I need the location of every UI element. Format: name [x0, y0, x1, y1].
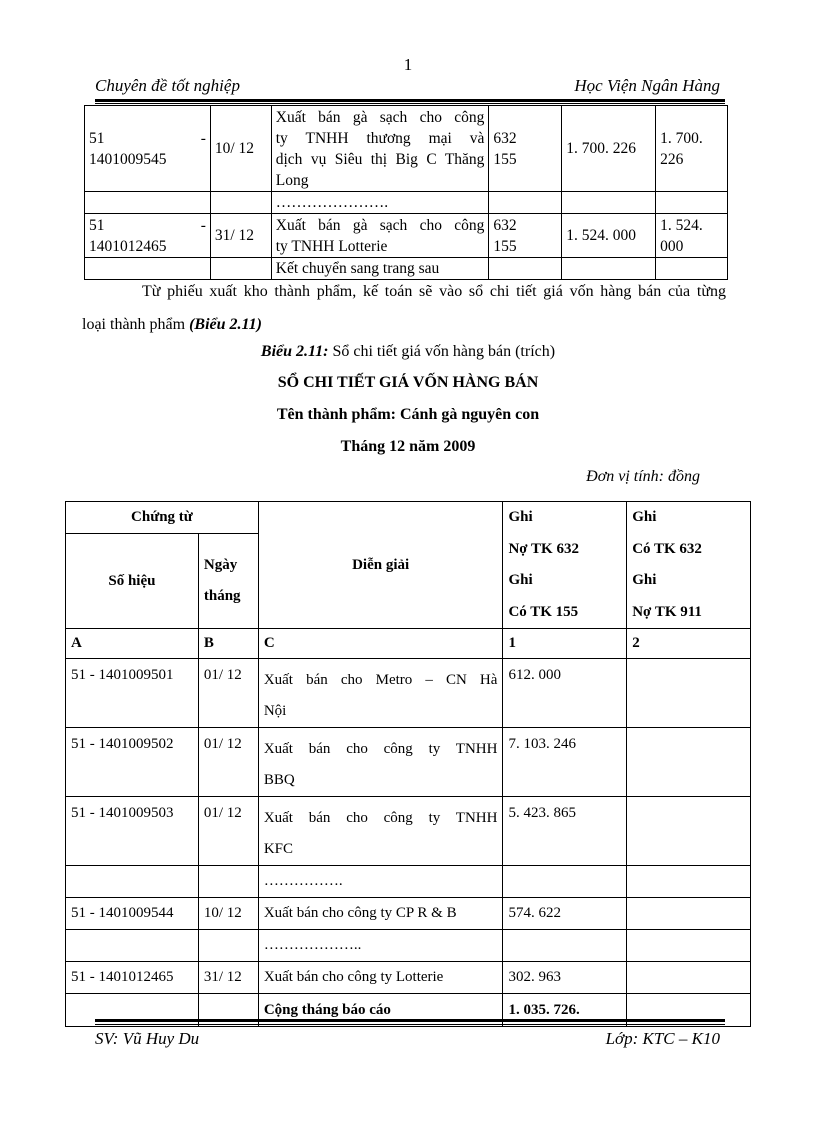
doc-date: 31/ 12: [210, 214, 271, 258]
footer-rule-thin: [95, 1024, 725, 1025]
amount-1: 1. 524. 000: [562, 214, 656, 258]
table-row: 51 - 1401009502 01/ 12 Xuất bán cho công ty TNHH BBQ 7. 103. 246: [66, 728, 751, 797]
amount-1: 1. 700. 226: [562, 106, 656, 192]
table-row: 51 - 1401009544 10/ 12 Xuất bán cho công ty CP R & B 574. 622: [66, 898, 751, 930]
description: Xuất bán gà sạch cho công ty TNHH Lotterie: [271, 214, 489, 258]
table-row: 51 - 1401009503 01/ 12 Xuất bán cho công ty TNHH KFC 5. 423. 865: [66, 797, 751, 866]
header-chung-tu: Chứng từ: [66, 502, 259, 534]
description: ………………….: [271, 192, 489, 214]
description: Xuất bán gà sạch cho công ty TNHH thương mại và dịch vụ Siêu thị Big C Thăng Long: [271, 106, 489, 192]
table-row: ………………..: [66, 930, 751, 962]
doc-number: 51 - 1401012465: [85, 214, 211, 258]
body-paragraph: Từ phiếu xuất kho thành phẩm, kế toán sẽ vào sổ chi tiết giá vốn hàng bán của từng loại thành phẩm (Biểu 2.11): [82, 283, 726, 333]
code-row: A B C 1 2: [66, 629, 751, 659]
amount-2: 1. 700. 226: [656, 106, 728, 192]
doc-date: 10/ 12: [210, 106, 271, 192]
table-row: [85, 106, 728, 192]
header-dien-giai: Diễn giải: [258, 502, 503, 629]
ledger-table: [65, 501, 751, 1027]
footer-student: SV: Vũ Huy Du: [95, 1029, 200, 1048]
header-credit-632: Ghi Có TK 632 Ghi Nợ TK 911: [627, 502, 751, 629]
page-number: 1: [403, 55, 413, 74]
table-row: [85, 192, 728, 214]
header-so-hieu: Số hiệu: [66, 534, 199, 629]
description: Kết chuyển sang trang sau: [271, 258, 489, 280]
header-ngay-thang: Ngày tháng: [198, 534, 258, 629]
ledger-title: SỔ CHI TIẾT GIÁ VỐN HÀNG BÁN: [277, 374, 539, 391]
header-row: [66, 502, 751, 534]
continued-ledger-table: [84, 105, 728, 280]
table-row: [85, 214, 728, 258]
table-row: …………….: [66, 866, 751, 898]
header-debit-632: Ghi Nợ TK 632 Ghi Có TK 155: [503, 502, 627, 629]
total-amount: 1. 035. 726.: [503, 994, 627, 1027]
account-codes: 632 155: [489, 106, 562, 192]
header-rule-thick: [95, 99, 725, 102]
total-label: Cộng tháng báo cáo: [258, 994, 503, 1027]
table-row: 51 - 1401009501 01/ 12 Xuất bán cho Metro – CN Hà Nội 612. 000: [66, 659, 751, 728]
footer-class: Lớp: KTC – K10: [605, 1029, 720, 1048]
product-name: Tên thành phẩm: Cánh gà nguyên con: [276, 406, 540, 423]
currency-unit: Đơn vị tính: đồng: [586, 468, 700, 485]
header-right: Học Viện Ngân Hàng: [574, 76, 720, 95]
period: Tháng 12 năm 2009: [340, 438, 476, 455]
amount-2: 1. 524. 000: [656, 214, 728, 258]
header-left: Chuyên đề tốt nghiệp: [95, 76, 240, 95]
account-codes: 632 155: [489, 214, 562, 258]
figure-caption: Biểu 2.11: Sổ chi tiết giá vốn hàng bán (trích): [260, 343, 556, 360]
footer-rule-thick: [95, 1019, 725, 1022]
doc-number: 51 - 1401009545: [85, 106, 211, 192]
header-rule-thin: [95, 103, 725, 104]
table-row: 51 - 1401012465 31/ 12 Xuất bán cho công ty Lotterie 302. 963: [66, 962, 751, 994]
